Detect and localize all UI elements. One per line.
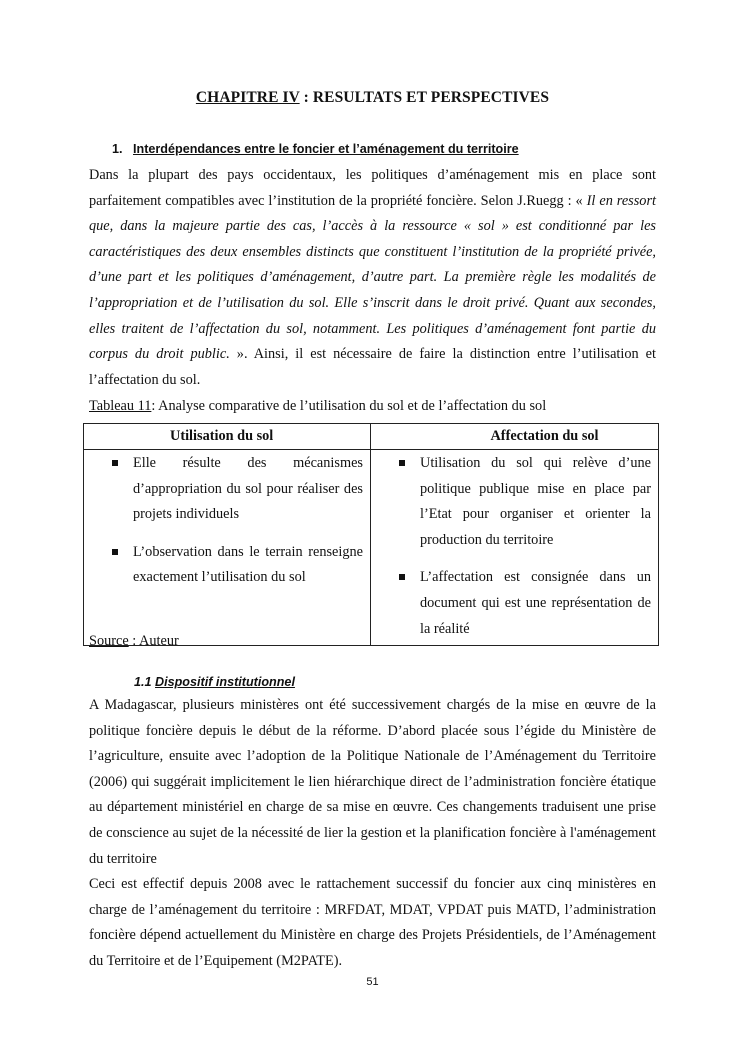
subsection-title: Dispositif institutionnel	[155, 675, 295, 689]
section-title: Interdépendances entre le foncier et l’aménagement du territoire	[133, 142, 519, 156]
bullet-square-icon	[112, 549, 118, 555]
list-item: Elle résulte des mécanismes d’appropriation du sol pour réaliser des projets individuels	[84, 451, 363, 528]
page-number: 51	[366, 976, 379, 988]
table-caption-text: : Analyse comparative de l’utilisation du sol et de l’affectation du sol	[151, 398, 547, 414]
list-item: L’observation dans le terrain renseigne exactement l’utilisation du sol	[84, 540, 363, 591]
chapter-label: CHAPITRE IV	[195, 89, 300, 106]
table-header-row	[84, 424, 659, 450]
bullet-square-icon	[112, 460, 118, 466]
utilisation-cell	[84, 450, 371, 646]
body-text	[89, 693, 656, 975]
intro-paragraph	[89, 163, 656, 393]
header-utilisation: Utilisation du sol	[84, 424, 371, 450]
bullet-square-icon	[399, 460, 405, 466]
intro-text: Dans la plupart des pays occidentaux, les politiques d’aménagement mis en place sont parfaitement compatibles avec l’institution de la propriété foncière. Selon J.Ruegg : «	[89, 167, 656, 209]
section-number: 1.	[112, 142, 123, 156]
paragraph: Ceci est effectif depuis 2008 avec le rattachement successif du foncier aux cinq ministères en charge de l’aménagement du territoire : MRFDAT, MDAT, VPDAT puis MATD, l’administration foncière dépend actuellement du Ministère en charge des Projets Présidentiels, de l’Aménagement du Territoire et de l’Equipement (M2PATE).	[89, 876, 656, 969]
source-text: : Auteur	[128, 633, 179, 649]
table-row	[84, 450, 659, 646]
table-caption	[89, 398, 656, 415]
bullet-square-icon	[399, 574, 405, 580]
chapter-title-text: : RESULTATS ET PERSPECTIVES	[299, 89, 550, 106]
ruegg-quote: Il en ressort que, dans la majeure partie des cas, l’accès à la ressource « sol » est conditionné par les caractéristiques des deux ensembles distincts que constituent l’institution de la propriété privée, d’une part et les politiques d’aménagement, d’autre part. La première règle les modalités de l’appropriation et de l’utilisation du sol. Elle s’inscrit dans le droit privé. Quant aux secondes, elles traitent de l’affectation du sol, notamment. Les politiques d’aménagement font partie du corpus du droit public.	[89, 192, 656, 363]
list-item: Utilisation du sol qui relève d’une politique publique mise en place par l’Etat pour organiser et orienter la production du territoire	[371, 451, 651, 553]
source-label: Source	[89, 633, 129, 649]
paragraph: A Madagascar, plusieurs ministères ont été successivement chargés de la mise en œuvre de la politique foncière depuis le début de la réforme. D’abord placée sous l’égide du Ministère de l’agriculture, ensuite avec l’adoption de la Politique Nationale de l’Aménagement du Territoire (2006) qui suggérait implicitement le lien hiérarchique direct de l’administration foncière étatique au département ministériel en charge de sa mise en œuvre. Ces changements traduisent une prise de conscience au sujet de la nécessité de lier la gestion et la planification foncière à l'aménagement du territoire	[89, 697, 656, 867]
subsection-heading	[134, 675, 295, 689]
affectation-cell	[371, 450, 659, 646]
subsection-number: 1.1	[134, 675, 156, 689]
list-item: L’affectation est consignée dans un document qui est une représentation de la réalité	[371, 565, 651, 642]
comparison-table	[83, 423, 659, 646]
table-source	[89, 633, 179, 650]
chapter-title	[0, 89, 745, 107]
header-affectation: Affectation du sol	[371, 424, 659, 450]
table-caption-label: Tableau 11	[89, 398, 152, 414]
section-heading	[112, 142, 519, 156]
intro-conclusion: ». Ainsi, il est nécessaire de faire la distinction entre l’utilisation et l’affectation du sol.	[89, 346, 656, 388]
